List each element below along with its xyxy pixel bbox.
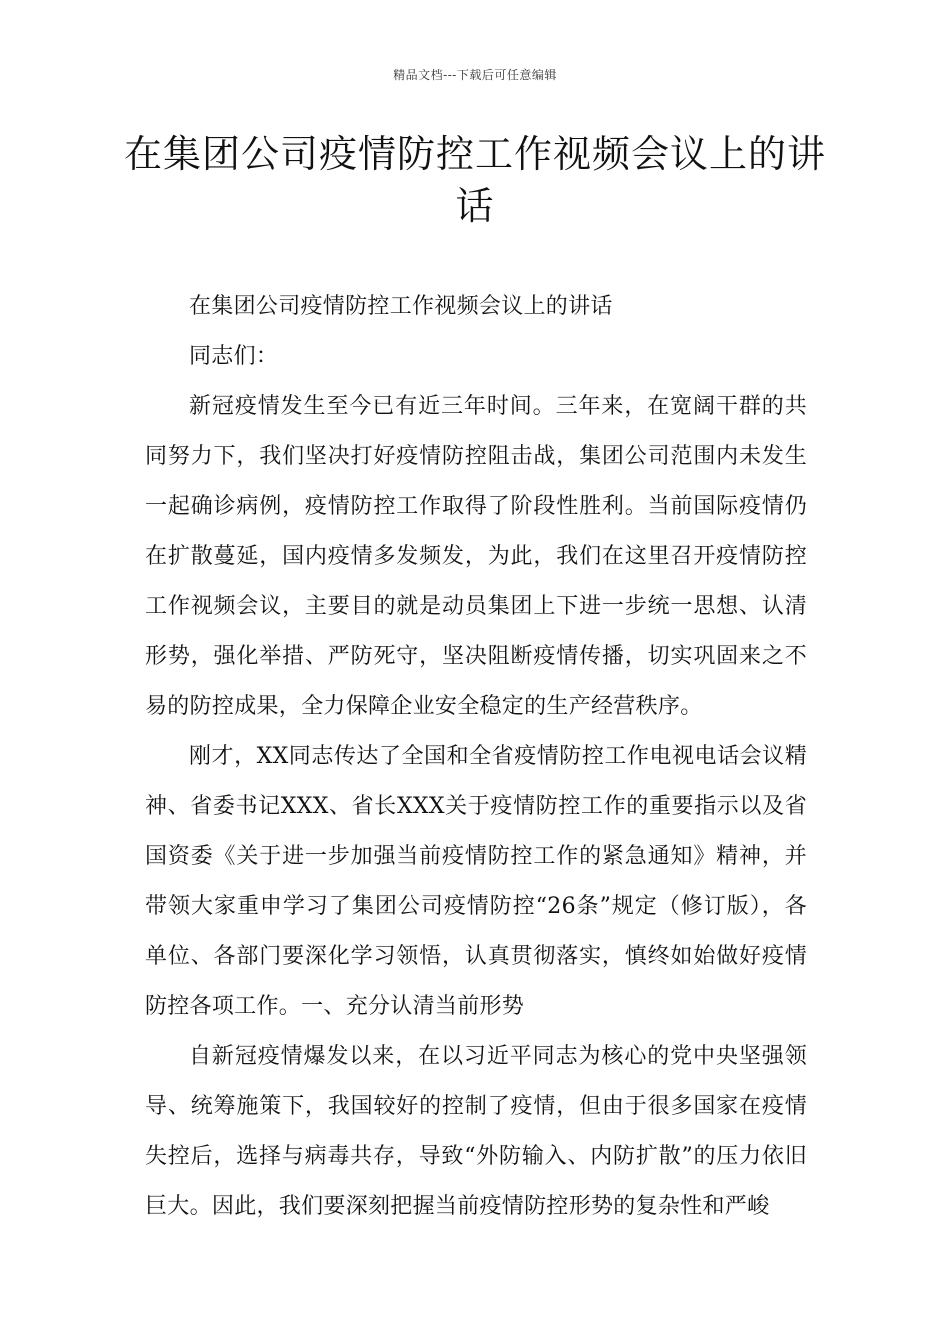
paragraph-body: 刚才，XX同志传达了全国和全省疫情防控工作电视电话会议精神、省委书记XXX、省长XXX关于疫情防控工作的重要指示以及省国资委《关于进一步加强当前疫情防控工作的紧急通知》精神，并带领大家重申学习了集团公司疫情防控“26条”规定（修订版），各单位、各部门要深化学习领悟，认真贯彻落实，慎终如始做好疫情防控各项工作。一、充分认清当前形势 (145, 744, 807, 1019)
paragraph-body: 自新冠疫情爆发以来，在以习近平同志为核心的党中央坚强领导、统筹施策下，我国较好的控制了疫情，但由于很多国家在疫情失控后，选择与病毒共存，导致“外防输入、内防扩散”的压力依旧巨大。因此，我们要深刻把握当前疫情防控形势的复杂性和严峻 (145, 1044, 807, 1219)
document-body (145, 282, 807, 1232)
paragraph-salutation: 同志们： (189, 344, 279, 369)
paragraph-subtitle: 在集团公司疫情防控工作视频会议上的讲话 (189, 294, 613, 319)
document-title: 在集团公司疫情防控工作视频会议上的讲话 (123, 132, 826, 228)
paragraph-body: 新冠疫情发生至今已有近三年时间。三年来，在宽阔干群的共同努力下，我们坚决打好疫情防控阻击战，集团公司范围内未发生一起确诊病例，疫情防控工作取得了阶段性胜利。当前国际疫情仍在扩散蔓延，国内疫情多发频发，为此，我们在这里召开疫情防控工作视频会议，主要目的就是动员集团上下进一步统一思想、认清形势，强化举措、严防死守，坚决阻断疫情传播，切实巩固来之不易的防控成果，全力保障企业安全稳定的生产经营秩序。 (145, 394, 807, 719)
header-note: 精品文档---下载后可任意编辑 (393, 68, 557, 82)
